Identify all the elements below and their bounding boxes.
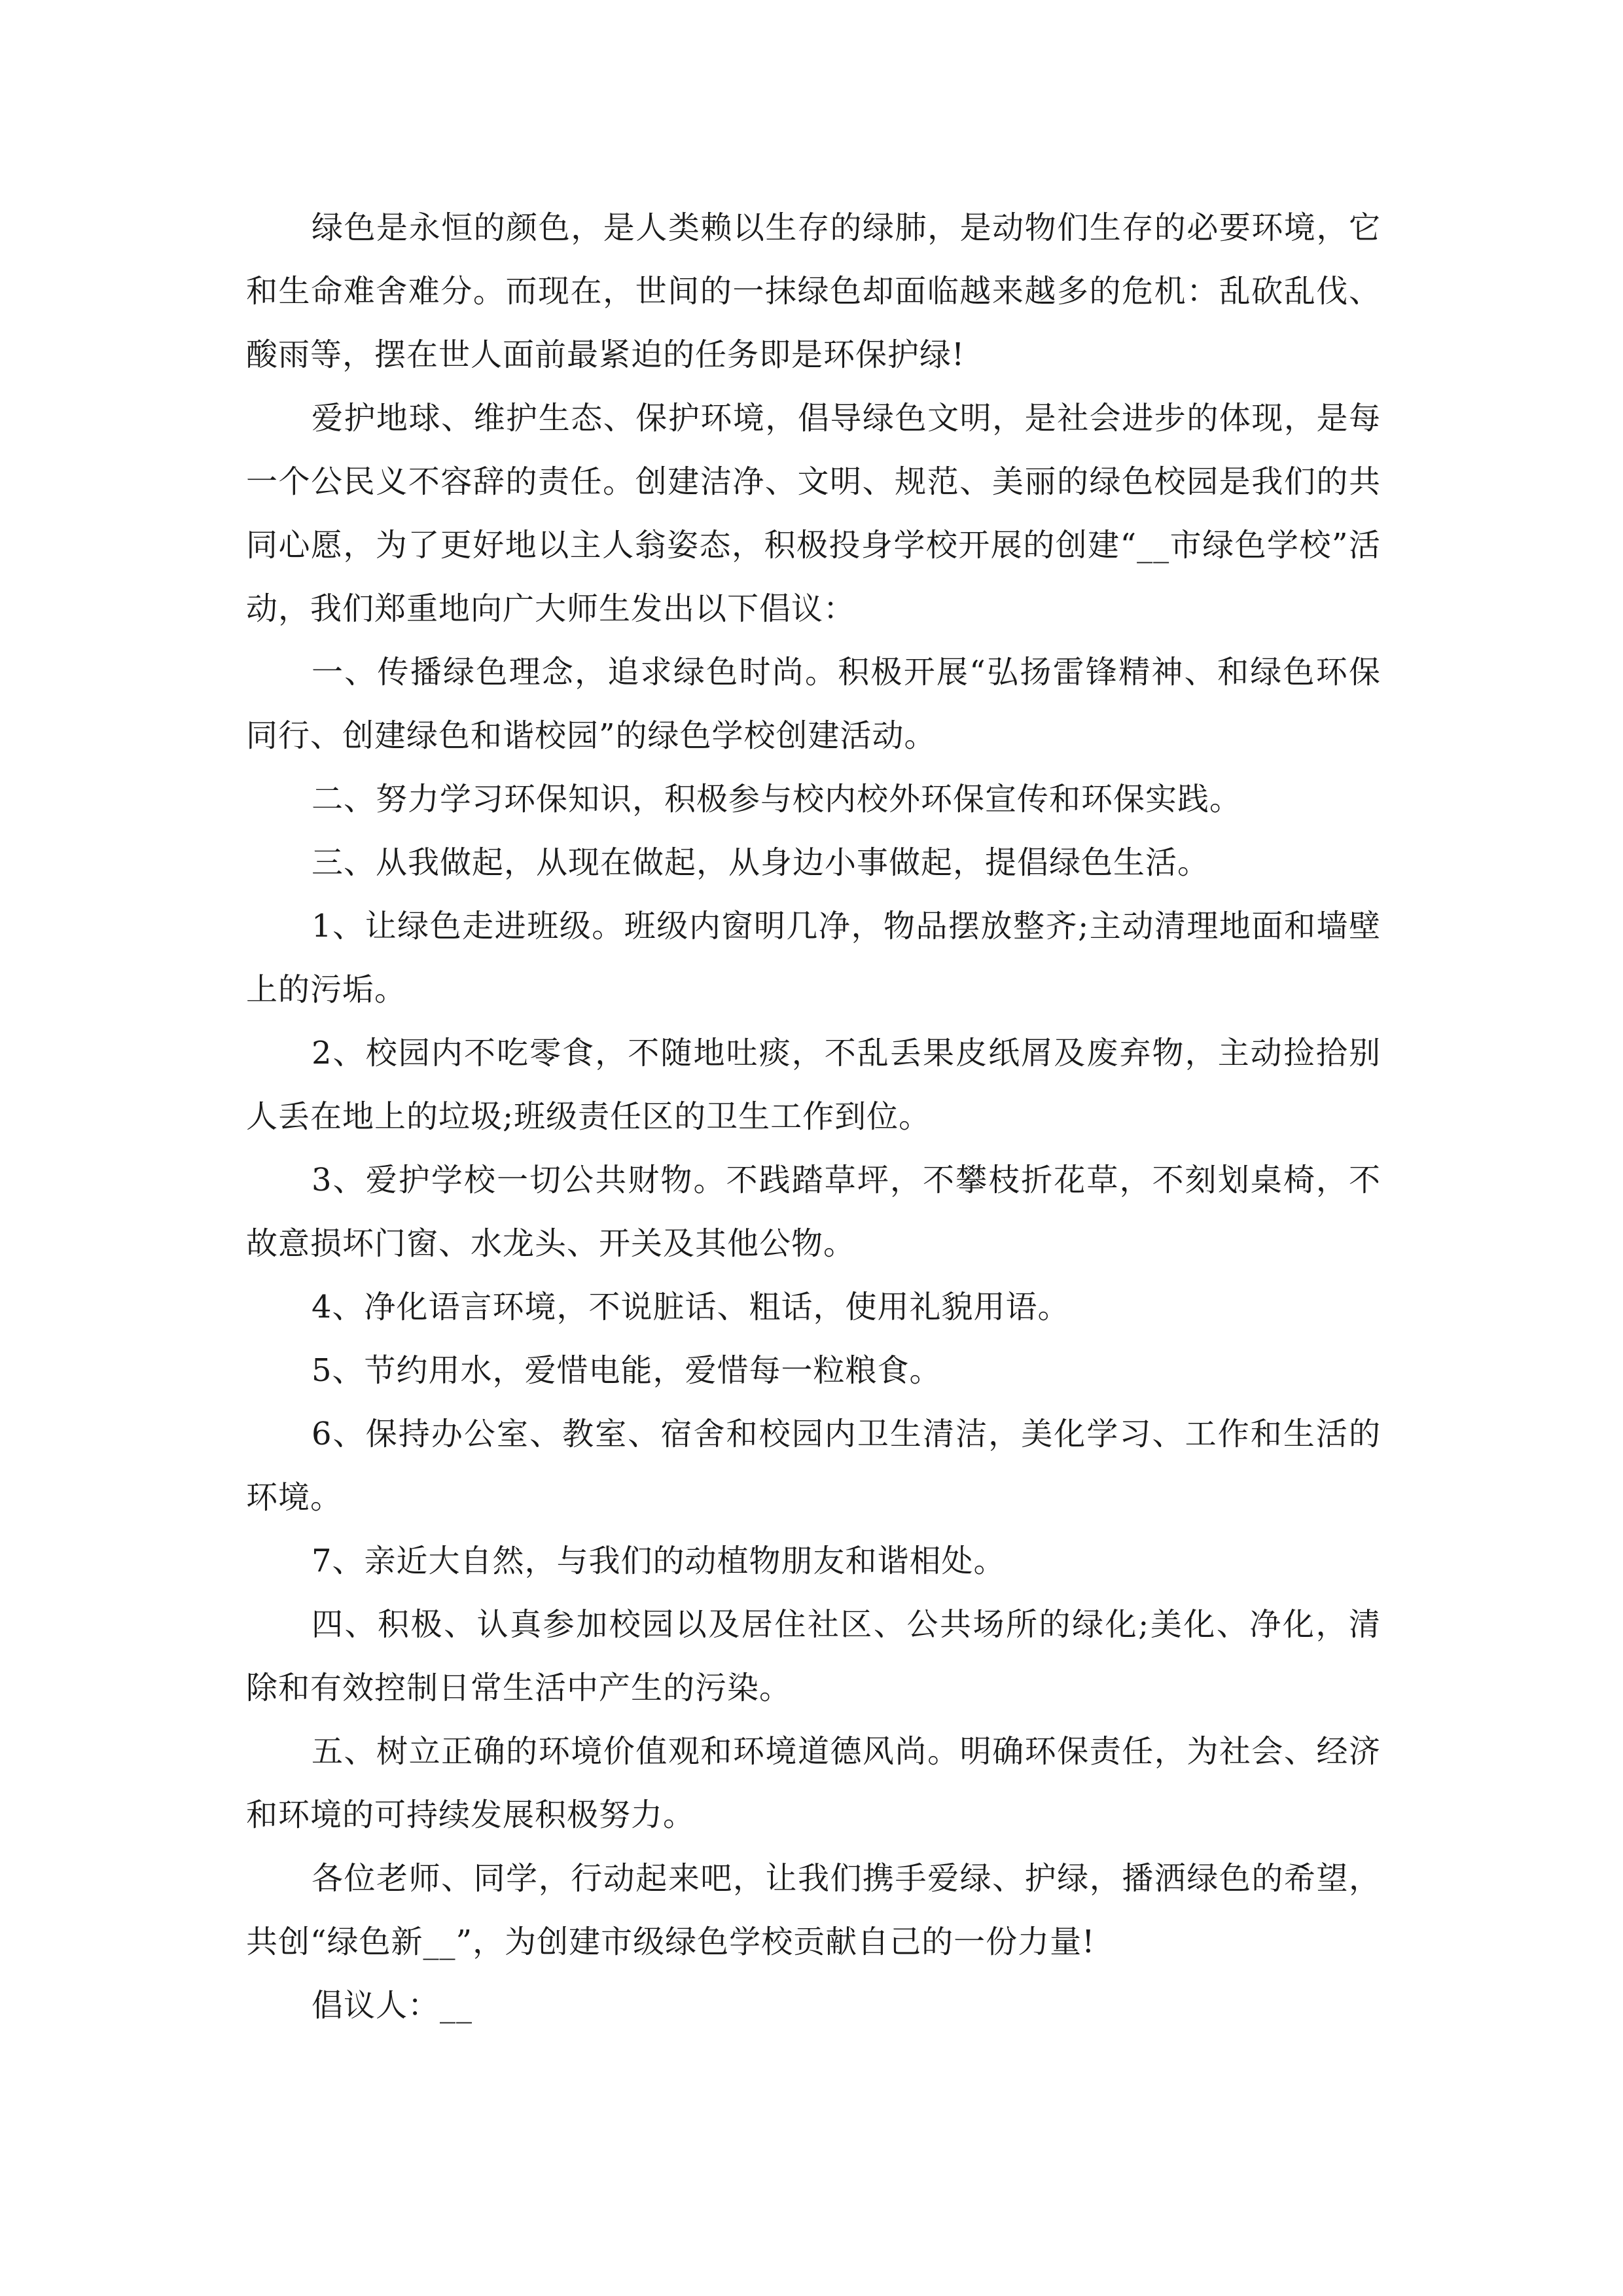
paragraph-closing: 各位老师、同学，行动起来吧，让我们携手爱绿、护绿，播洒绿色的希望，共创“绿色新__”，为创建市级绿色学校贡献自己的一份力量!: [246, 1860, 1381, 1960]
paragraph-subitem-2: 2、校园内不吃零食，不随地吐痰，不乱丢果皮纸屑及废弃物，主动捡拾别人丢在地上的垃圾;班级责任区的卫生工作到位。: [246, 1035, 1381, 1135]
paragraph-appeal: 爱护地球、维护生态、保护环境，倡导绿色文明，是社会进步的体现，是每一个公民义不容辞的责任。创建洁净、文明、规范、美丽的绿色校园是我们的共同心愿，为了更好地以主人翁姿态，积极投身学校开展的创建“__市绿色学校”活动，我们郑重地向广大师生发出以下倡议：: [246, 400, 1381, 627]
paragraph-subitem-1: 1、让绿色走进班级。班级内窗明几净，物品摆放整齐;主动清理地面和墙壁上的污垢。: [246, 908, 1381, 1008]
paragraph-subitem-5: 5、节约用水，爱惜电能，爱惜每一粒粮食。: [312, 1352, 942, 1389]
paragraph-item-5: 五、树立正确的环境价值观和环境道德风尚。明确环保责任，为社会、经济和环境的可持续发展积极努力。: [246, 1733, 1381, 1833]
paragraph-item-1: 一、传播绿色理念，追求绿色时尚。积极开展“弘扬雷锋精神、和绿色环保同行、创建绿色和谐校园”的绿色学校创建活动。: [246, 654, 1381, 754]
paragraph-item-3: 三、从我做起，从现在做起，从身边小事做起，提倡绿色生活。: [312, 844, 1210, 881]
paragraph-item-4: 四、积极、认真参加校园以及居住社区、公共场所的绿化;美化、净化，清除和有效控制日常生活中产生的污染。: [246, 1606, 1381, 1706]
paragraph-item-2: 二、努力学习环保知识，积极参与校内校外环保宣传和环保实践。: [312, 781, 1242, 817]
paragraph-subitem-4: 4、净化语言环境，不说脏话、粗话，使用礼貌用语。: [312, 1289, 1070, 1325]
paragraph-signature: 倡议人：__: [312, 1987, 473, 2024]
document-body: [246, 196, 1381, 2037]
paragraph-subitem-6: 6、保持办公室、教室、宿舍和校园内卫生清洁，美化学习、工作和生活的环境。: [246, 1416, 1381, 1516]
paragraph-subitem-7: 7、亲近大自然，与我们的动植物朋友和谐相处。: [312, 1543, 1006, 1579]
paragraph-intro: 绿色是永恒的颜色，是人类赖以生存的绿肺，是动物们生存的必要环境，它和生命难舍难分。而现在，世间的一抹绿色却面临越来越多的危机：乱砍乱伐、酸雨等，摆在世人面前最紧迫的任务即是环保护绿!: [246, 209, 1381, 373]
paragraph-subitem-3: 3、爱护学校一切公共财物。不践踏草坪，不攀枝折花草，不刻划桌椅，不故意损坏门窗、水龙头、开关及其他公物。: [246, 1162, 1381, 1262]
